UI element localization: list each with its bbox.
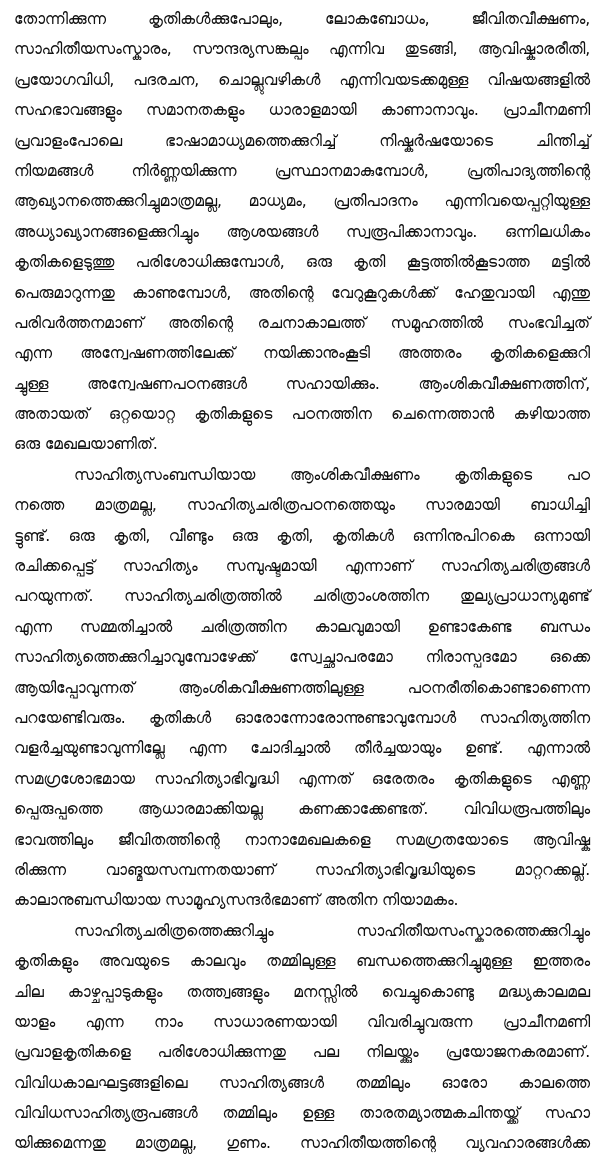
text-line: പ്രവാളകൃതികളെ പരിശോധിക്കുന്നതു പല നിലയ്ക്കും പ്രയോജനകരമാണ്. bbox=[14, 1043, 590, 1062]
text-line: സാഹിതീയസംസ്കാരം, സൗന്ദര്യസങ്കല്പം എന്നിവ തുടങ്ങി, ആവിഷ്കാരരീതി, bbox=[14, 40, 590, 59]
text-line: വിവിധസാഹിത്യരൂപങ്ങൾ തമ്മിലും ഉള്ള താരതമ്യാത്മകചിന്തയ്ക്ക് സഹാ bbox=[14, 1104, 590, 1123]
text-line: സാഹിത്യത്തെക്കുറിച്ചാവുമ്പോഴേക്ക് സ്വേച്ഛാപരമോ നിരാസ്പദമോ ഒക്കെ bbox=[14, 648, 590, 667]
text-line: അതായത് ഒറ്റയൊറ്റ കൃതികളുടെ പഠനത്തിന ചെന്നെത്താൻ കഴിയാത്ത bbox=[14, 405, 590, 424]
text-line: എന്ന അന്വേഷണത്തിലേക്ക് നയിക്കാനുംകൂടി അത്തരം കൃതികളെക്കുറി bbox=[14, 344, 590, 363]
text-line: പറയേണ്ടിവരും. കൃതികൾ ഓരോന്നോരോന്നുണ്ടാവുമ്പോൾ സാഹിത്യത്തിന bbox=[14, 708, 590, 727]
text-line: യാളം എന്ന നാം സാധാരണയായി വിവരിച്ചുവരുന്ന പ്രാചീനമണി bbox=[14, 1012, 590, 1031]
text-line: സാഹിത്യചരിത്രത്തെക്കുറിച്ചും സാഹിതീയസംസ്കാരത്തെക്കുറിച്ചും bbox=[74, 921, 590, 940]
paragraph-2 bbox=[14, 460, 590, 916]
paragraph-3 bbox=[14, 916, 590, 1159]
text-line: യിക്കുമെന്നതു മാത്രമല്ല, ഗുണം. സാഹിതീയത്തിന്റെ വ്യവഹാരങ്ങൾക്ക bbox=[14, 1134, 590, 1153]
text-line: ഒരു മേഖലയാണിത്. bbox=[14, 435, 158, 454]
text-line: പറയുന്നത്. സാഹിത്യചരിത്രത്തിൽ ചരിത്രാംശത്തിന തുല്യപ്രാധാന്യമുണ്ട് bbox=[14, 587, 590, 606]
text-line: ഭാവത്തിലും ജീവിതത്തിന്റെ നാനാമേഖലകളെ സമഗ്രതയോടെ ആവിഷ്ക bbox=[14, 830, 590, 849]
text-line: വളർച്ചയുണ്ടാവുന്നില്ലേ എന്ന ചോദിച്ചാൽ തീർച്ചയായും ഉണ്ട്. എന്നാൽ bbox=[14, 739, 590, 758]
text-line: നത്തെ മാത്രമല്ല, സാഹിത്യചരിത്രപഠനത്തെയും സാരമായി ബാധിച്ചി bbox=[14, 496, 590, 515]
text-line: കൃതികളെടുത്തു പരിശോധിക്കുമ്പോൾ, ഒരു കൃതി കൂട്ടത്തിൽകൂടാത്ത മട്ടിൽ bbox=[14, 253, 590, 272]
text-line: അധ്യാഖ്യാനങ്ങളെക്കുറിച്ചും ആശയങ്ങൾ സ്വരൂപിക്കാനാവും. ഒന്നിലധികം bbox=[14, 222, 590, 241]
text-line: സാഹിത്യസംബന്ധിയായ ആംശികവീക്ഷണം കൃതികളുടെ പഠ bbox=[74, 465, 590, 484]
text-line: കൃതികളും അവയുടെ കാലവും തമ്മിലുള്ള ബന്ധത്തെക്കുറിച്ചുമുള്ള ഇത്തരം bbox=[14, 952, 590, 971]
text-line: വിവിധകാലഘട്ടങ്ങളിലെ സാഹിത്യങ്ങൾ തമ്മിലും ഓരോ കാലത്തെ bbox=[14, 1073, 590, 1092]
text-line: കാലാനുബന്ധിയായ സാമൂഹ്യസന്ദർഭമാണ് അതിന നിയാമകം. bbox=[14, 891, 459, 910]
text-line: ആഖ്യാനത്തെക്കുറിച്ചുമാത്രമല്ല, മാധ്യമം, പ്രതിപാദനം എന്നിവയെപ്പറ്റിയുള്ള bbox=[14, 192, 590, 211]
text-line: തോന്നിക്കുന്ന കൃതികൾക്കുപോലും, ലോകബോധം, ജീവിതവീക്ഷണം, bbox=[14, 10, 590, 28]
text-line: ആയിപ്പോവുന്നത് ആംശികവീക്ഷണത്തിലുള്ള പഠനരീതികൊണ്ടാണെന്ന bbox=[14, 678, 590, 697]
text-line: പെരുമാറുന്നതു കാണുമ്പോൾ, അതിന്റെ വേറുകൂറുകൾക്ക് ഹേതുവായി എന്തു bbox=[14, 283, 590, 302]
text-line: പ്രയോഗവിധി, പദരചന, ചൊല്ലുവഴികൾ എന്നിവയടക്കമുള്ള വിഷയങ്ങളിൽ bbox=[14, 70, 590, 89]
paragraph-1 bbox=[14, 4, 590, 460]
text-line: പ്രവാളംപോലെ ഭാഷാമാധ്യമത്തെക്കുറിച്ച് നിഷ്കർഷയോടെ ചിന്തിച്ച് bbox=[14, 131, 590, 150]
text-line: ചില കാഴ്ചപ്പാടുകളും തത്ത്വങ്ങളും മനസ്സിൽ വെച്ചുകൊണ്ടു മദ്ധ്യകാലമല bbox=[14, 982, 590, 1001]
text-line: സഹഭാവങ്ങളും സമാനതകളും ധാരാളമായി കാണാനാവും. പ്രാചീനമണി bbox=[14, 101, 590, 120]
text-line: രചിക്കപ്പെട്ട് സാഹിത്യം സമ്പുഷ്ടമായി എന്നാണ് സാഹിത്യചരിത്രങ്ങൾ bbox=[14, 557, 590, 576]
text-line: ട്ടുണ്ട്. ഒരു കൃതി, വീണ്ടും ഒരു കൃതി, കൃതികൾ ഒന്നിനുപിറകെ ഒന്നായി bbox=[14, 526, 590, 545]
text-line: രിക്കുന്ന വാങ്മയസമ്പന്നതയാണ് സാഹിത്യാഭിവൃദ്ധിയുടെ മാറ്ററക്കല്ല്. bbox=[14, 860, 590, 879]
text-line: പരിവർത്തനമാണ് അതിന്റെ രചനാകാലത്ത് സമൂഹത്തിൽ സംഭവിച്ചത് bbox=[14, 313, 590, 332]
text-line: നിയമങ്ങൾ നിർണ്ണയിക്കുന്ന പ്രസ്ഥാനമാകുമ്പോൾ, പ്രതിപാദ്യത്തിന്റെ bbox=[14, 161, 590, 180]
text-line: പ്പെരുപ്പത്തെ ആധാരമാക്കിയല്ല കണക്കാക്കേണ്ടത്. വിവിധരൂപത്തിലും bbox=[14, 800, 590, 819]
text-line: ച്ചുള്ള അന്വേഷണപഠനങ്ങൾ സഹായിക്കും. ആംശികവീക്ഷണത്തിന്, bbox=[14, 374, 590, 393]
text-line: സമഗ്രശോഭമായ സാഹിത്യാഭിവൃദ്ധി എന്നത് ഒരേതരം കൃതികളുടെ എണ്ണ bbox=[14, 769, 590, 788]
text-line: എന്ന സമ്മതിച്ചാൽ ചരിത്രത്തിന കാലവുമായി ഉണ്ടാകേണ്ട ബന്ധം bbox=[14, 617, 590, 636]
